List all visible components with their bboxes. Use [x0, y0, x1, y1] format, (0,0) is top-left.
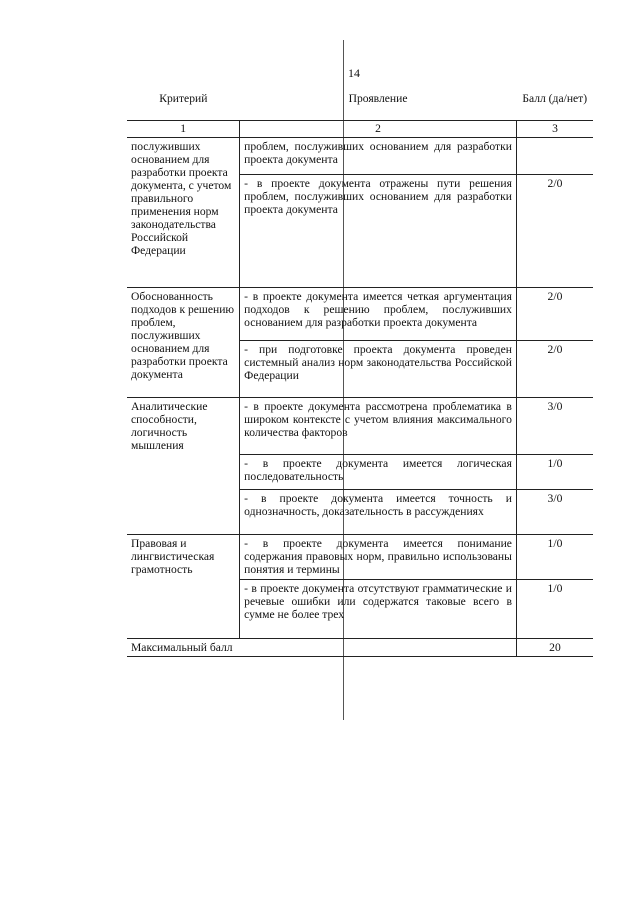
score-cell: 1/0: [516, 580, 593, 639]
column-number-2: 2: [240, 121, 517, 138]
table-row: [127, 138, 593, 175]
table-row: [127, 398, 593, 455]
criterion-cell: послуживших основанием для разработки проекта документа, с учетом правильного применения норм законодательства Российской Федерации: [127, 138, 240, 288]
table-row: [127, 535, 593, 580]
criterion-cell: Аналитические способности, логичность мышления: [127, 398, 240, 535]
manifestation-cell: проблем, послуживших основанием для разработки проекта документа: [244, 140, 512, 166]
table-row: [127, 288, 593, 341]
total-row: [127, 639, 593, 657]
manifestation-cell: - при подготовке проекта документа проведен системный анализ норм законодательства Российской Федерации: [240, 341, 517, 398]
manifestation-cell: - в проекте документа отражены пути решения проблем, послуживших основанием для разработки проекта документа: [240, 175, 517, 288]
total-label: Максимальный балл: [127, 639, 516, 657]
score-cell: 3/0: [516, 398, 593, 455]
header-criterion: Критерий: [159, 92, 208, 105]
manifestation-cell: - в проекте документа имеется логическая последовательность: [240, 455, 517, 490]
manifestation-cell: - в проекте документа рассмотрена проблематика в широком контексте с учетом влияния максимального количества факторов: [240, 398, 517, 455]
total-value: 20: [516, 639, 593, 657]
column-number-1: 1: [127, 121, 240, 138]
score-cell: 3/0: [516, 490, 593, 535]
header-manifestation: Проявление: [348, 92, 408, 105]
manifestation-cell: - в проекте документа имеется точность и однозначность, доказательность в рассуждениях: [240, 490, 517, 535]
score-cell: 1/0: [516, 535, 593, 580]
score-cell: 2/0: [516, 175, 593, 288]
table-header-row: [127, 90, 593, 121]
score-cell: [516, 138, 593, 175]
criterion-cell: Обоснованность подходов к решению проблем, послуживших основанием для разработки проекта документа: [127, 288, 240, 398]
manifestation-cell: - в проекте документа имеется понимание содержания правовых норм, правильно использованы понятия и термины: [240, 535, 517, 580]
header-score: Балл (да/нет): [522, 92, 588, 105]
manifestation-cell: - в проекте документа отсутствуют грамматические и речевые ошибки или содержатся таковые всего в сумме не более трех: [240, 580, 517, 639]
score-cell: 1/0: [516, 455, 593, 490]
score-cell: 2/0: [516, 341, 593, 398]
column-number-3: 3: [516, 121, 593, 138]
score-cell: 2/0: [516, 288, 593, 341]
criterion-cell: Правовая и лингвистическая грамотность: [127, 535, 240, 639]
manifestation-cell: - в проекте документа имеется четкая аргументация подходов к решению проблем, послуживших основанием для разработки проекта документа: [240, 288, 517, 341]
column-number-row: [127, 121, 593, 138]
criteria-table: [127, 90, 593, 657]
page-number: 14: [348, 66, 360, 80]
